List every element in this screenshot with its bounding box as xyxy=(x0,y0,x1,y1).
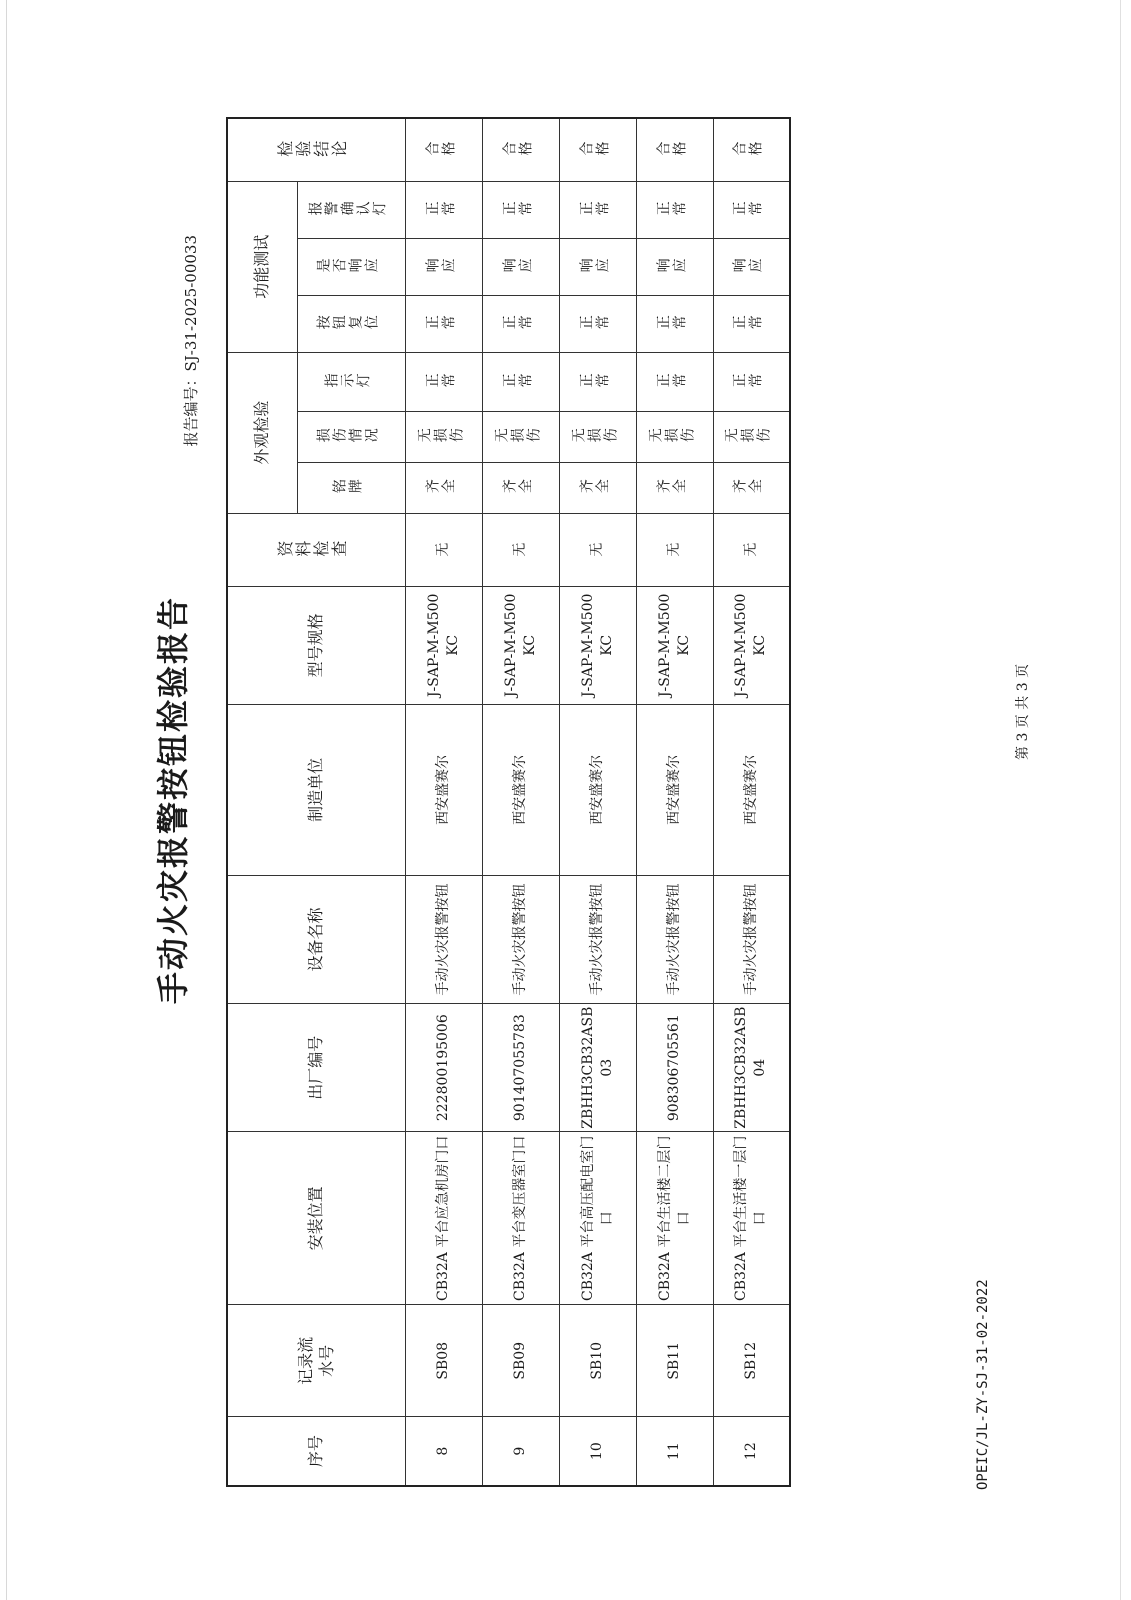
col-header-appearance: 外观检验 xyxy=(227,352,297,513)
cell-location: CB32A 平台应急机房门口 xyxy=(405,1132,482,1305)
cell-factory-no: ZBHH3CB32ASB04 xyxy=(713,1004,790,1132)
inspection-table xyxy=(226,117,791,1487)
cell-nameplate: 齐全 xyxy=(713,462,790,513)
cell-nameplate: 齐全 xyxy=(405,462,482,513)
cell-reset: 正常 xyxy=(713,295,790,352)
col-header-docs: 资料检查 xyxy=(227,513,405,586)
cell-indicator: 正常 xyxy=(559,352,636,411)
cell-model: J-SAP-M-M500KC xyxy=(636,586,713,704)
cell-docs: 无 xyxy=(405,513,482,586)
cell-record-no: SB10 xyxy=(559,1305,636,1417)
cell-manufacturer: 西安盛赛尔 xyxy=(636,704,713,875)
cell-model: J-SAP-M-M500KC xyxy=(405,586,482,704)
cell-location: CB32A 平台变压器室门口 xyxy=(482,1132,559,1305)
cell-device-name: 手动火灾报警按钮 xyxy=(713,875,790,1003)
report-number: 报告编号：SJ-31-2025-00033 xyxy=(182,235,200,447)
cell-conclusion: 合格 xyxy=(482,118,559,181)
cell-seq: 10 xyxy=(559,1417,636,1486)
cell-device-name: 手动火灾报警按钮 xyxy=(405,875,482,1003)
cell-response: 响应 xyxy=(559,238,636,295)
col-header-conclusion: 检验结论 xyxy=(227,118,405,181)
cell-conclusion: 合格 xyxy=(559,118,636,181)
col-header-model: 型号规格 xyxy=(227,586,405,704)
cell-damage: 无损伤 xyxy=(713,411,790,462)
col-header-reset: 按钮复位 xyxy=(297,295,405,352)
cell-docs: 无 xyxy=(482,513,559,586)
cell-device-name: 手动火灾报警按钮 xyxy=(636,875,713,1003)
col-header-confirm-light: 报警确认灯 xyxy=(297,181,405,238)
cell-response: 响应 xyxy=(482,238,559,295)
cell-record-no: SB09 xyxy=(482,1305,559,1417)
cell-manufacturer: 西安盛赛尔 xyxy=(405,704,482,875)
cell-location: CB32A 平台高压配电室门口 xyxy=(559,1132,636,1305)
cell-conclusion: 合格 xyxy=(405,118,482,181)
col-header-nameplate: 铭牌 xyxy=(297,462,405,513)
cell-reset: 正常 xyxy=(405,295,482,352)
cell-confirm-light: 正常 xyxy=(559,181,636,238)
cell-seq: 9 xyxy=(482,1417,559,1486)
col-header-function: 功能测试 xyxy=(227,181,297,352)
cell-docs: 无 xyxy=(559,513,636,586)
cell-nameplate: 齐全 xyxy=(482,462,559,513)
cell-damage: 无损伤 xyxy=(405,411,482,462)
cell-record-no: SB11 xyxy=(636,1305,713,1417)
cell-location: CB32A 平台生活楼二层门口 xyxy=(636,1132,713,1305)
cell-factory-no: 222800195006 xyxy=(405,1004,482,1132)
cell-damage: 无损伤 xyxy=(482,411,559,462)
cell-confirm-light: 正常 xyxy=(636,181,713,238)
cell-damage: 无损伤 xyxy=(636,411,713,462)
cell-docs: 无 xyxy=(713,513,790,586)
cell-factory-no: 908306705561 xyxy=(636,1004,713,1132)
form-code: OPEIC/JL-ZY-SJ-31-02-2022 xyxy=(975,1279,991,1490)
cell-record-no: SB08 xyxy=(405,1305,482,1417)
table-row xyxy=(405,118,482,1486)
table-row xyxy=(713,118,790,1486)
cell-device-name: 手动火灾报警按钮 xyxy=(559,875,636,1003)
page-number: 第 3 页 共 3 页 xyxy=(1015,663,1031,760)
cell-record-no: SB12 xyxy=(713,1305,790,1417)
cell-seq: 8 xyxy=(405,1417,482,1486)
cell-reset: 正常 xyxy=(482,295,559,352)
cell-reset: 正常 xyxy=(636,295,713,352)
cell-seq: 11 xyxy=(636,1417,713,1486)
cell-device-name: 手动火灾报警按钮 xyxy=(482,875,559,1003)
cell-response: 响应 xyxy=(405,238,482,295)
table-row xyxy=(482,118,559,1486)
cell-manufacturer: 西安盛赛尔 xyxy=(559,704,636,875)
col-header-factory-no: 出厂编号 xyxy=(227,1004,405,1132)
cell-model: J-SAP-M-M500KC xyxy=(713,586,790,704)
cell-confirm-light: 正常 xyxy=(713,181,790,238)
cell-nameplate: 齐全 xyxy=(636,462,713,513)
col-header-damage: 损伤情况 xyxy=(297,411,405,462)
cell-model: J-SAP-M-M500KC xyxy=(482,586,559,704)
cell-factory-no: ZBHH3CB32ASB03 xyxy=(559,1004,636,1132)
cell-damage: 无损伤 xyxy=(559,411,636,462)
col-header-device-name: 设备名称 xyxy=(227,875,405,1003)
cell-docs: 无 xyxy=(636,513,713,586)
cell-model: J-SAP-M-M500KC xyxy=(559,586,636,704)
cell-conclusion: 合格 xyxy=(713,118,790,181)
table-row xyxy=(559,118,636,1486)
cell-manufacturer: 西安盛赛尔 xyxy=(482,704,559,875)
cell-conclusion: 合格 xyxy=(636,118,713,181)
col-header-seq: 序号 xyxy=(227,1417,405,1486)
cell-location: CB32A 平台生活楼一层门口 xyxy=(713,1132,790,1305)
cell-confirm-light: 正常 xyxy=(482,181,559,238)
cell-indicator: 正常 xyxy=(636,352,713,411)
table-row xyxy=(636,118,713,1486)
cell-indicator: 正常 xyxy=(482,352,559,411)
cell-response: 响应 xyxy=(636,238,713,295)
col-header-location: 安装位置 xyxy=(227,1132,405,1305)
report-title: 手动火灾报警按钮检验报告 xyxy=(154,596,192,1005)
cell-factory-no: 901407055783 xyxy=(482,1004,559,1132)
cell-response: 响应 xyxy=(713,238,790,295)
cell-confirm-light: 正常 xyxy=(405,181,482,238)
col-header-response: 是否响应 xyxy=(297,238,405,295)
cell-indicator: 正常 xyxy=(405,352,482,411)
cell-reset: 正常 xyxy=(559,295,636,352)
col-header-indicator: 指示灯 xyxy=(297,352,405,411)
cell-manufacturer: 西安盛赛尔 xyxy=(713,704,790,875)
cell-indicator: 正常 xyxy=(713,352,790,411)
cell-seq: 12 xyxy=(713,1417,790,1486)
col-header-record-no: 记录流水号 xyxy=(227,1305,405,1417)
cell-nameplate: 齐全 xyxy=(559,462,636,513)
col-header-manufacturer: 制造单位 xyxy=(227,704,405,875)
